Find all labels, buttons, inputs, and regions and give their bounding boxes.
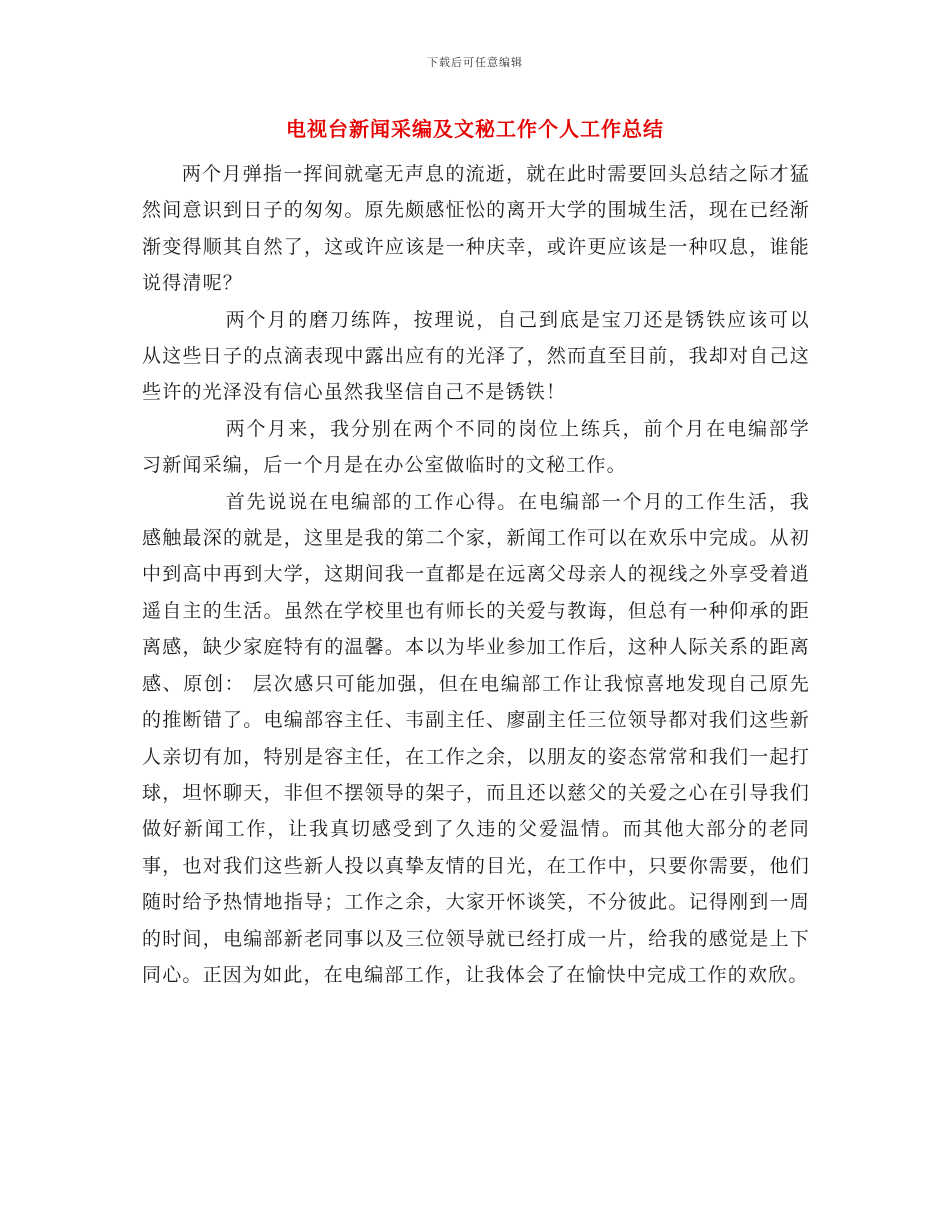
paragraph-4: 首先说说在电编部的工作心得。在电编部一个月的工作生活，我感触最深的就是，这里是我的第二个家，新闻工作可以在欢乐中完成。从初中到高中再到大学，这期间我一直都是在远离父母亲人的视线之外享受着逍遥自主的生活。虽然在学校里也有师长的关爱与教诲，但总有一种仰承的距离感，缺少家庭特有的温馨。本以为毕业参加工作后，这种人际关系的距离感、原创： 层次感只可能加强，但在电编部工作让我惊喜地发现自己原先的推断错了。电编部容主任、韦副主任、廖副主任三位领导都对我们这些新人亲切有加，特别是容主任，在工作之余，以朋友的姿态常常和我们一起打球，坦怀聊天，非但不摆领导的架子，而且还以慈父的关爱之心在引导我们做好新闻工作，让我真切感受到了久违的父爱温情。而其他大部分的老同事，也对我们这些新人投以真挚友情的目光，在工作中，只要你需要，他们随时给予热情地指导；工作之余，大家开怀谈笑，不分彼此。记得刚到一周的时间，电编部新老同事以及三位领导就已经打成一片，给我的感觉是上下同心。正因为如此，在电编部工作，让我体会了在愉快中完成工作的欢欣。 — [142, 490, 810, 986]
paragraph-3: 两个月来，我分别在两个不同的岗位上练兵，前个月在电编部学习新闻采编，后一个月是在办公室做临时的文秘工作。 — [142, 417, 810, 477]
paragraph-2: 两个月的磨刀练阵，按理说，自己到底是宝刀还是锈铁应该可以从这些日子的点滴表现中露出应有的光泽了，然而直至目前，我却对自己这些许的光泽没有信心虽然我坚信自己不是锈铁！ — [142, 308, 810, 404]
document-title: 电视台新闻采编及文秘工作个人工作总结 — [286, 117, 664, 141]
document-body — [142, 156, 810, 993]
paragraph-1: 两个月弹指一挥间就毫无声息的流逝，就在此时需要回头总结之际才猛然间意识到日子的匆匆。原先颇感怔忪的离开大学的围城生活，现在已经渐渐变得顺其自然了，这或许应该是一种庆幸，或许更应该是一种叹息，谁能说得清呢？ — [142, 163, 810, 295]
header-note: 下载后可任意编辑 — [427, 56, 523, 69]
